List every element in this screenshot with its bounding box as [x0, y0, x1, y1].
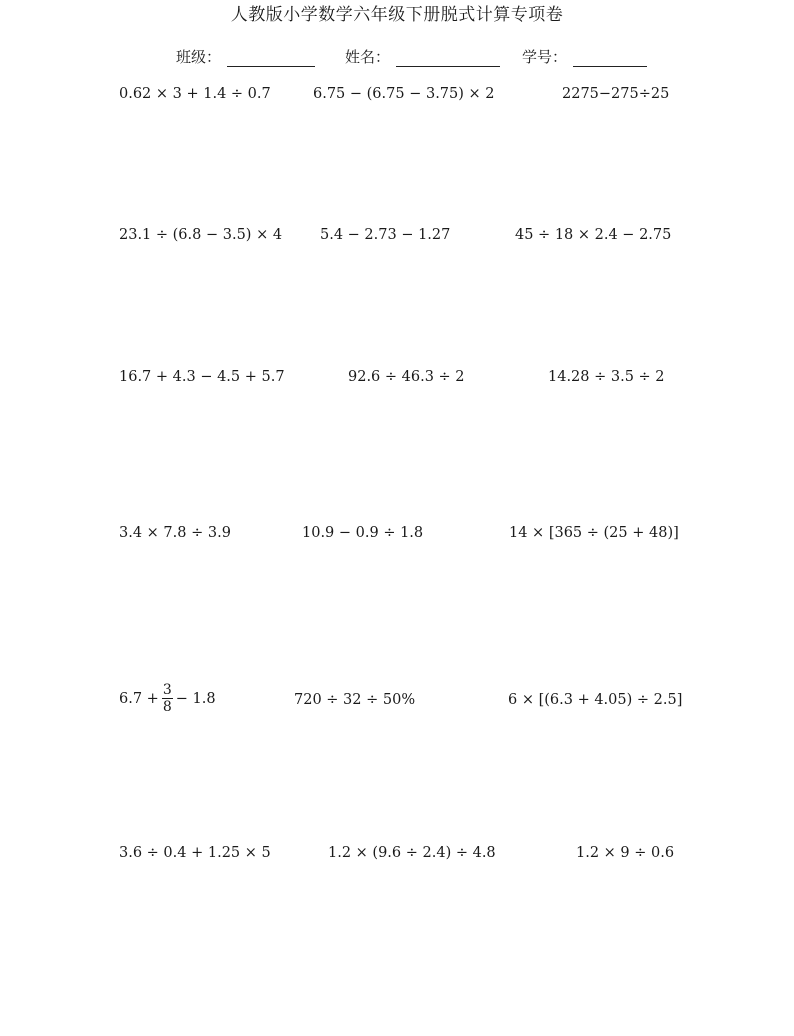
- problem-4: 23.1 ÷ (6.8 − 3.5) × 4: [119, 227, 283, 243]
- problem-13-tail: − 1.8: [175, 690, 216, 707]
- problem-8: 92.6 ÷ 46.3 ÷ 2: [348, 369, 465, 385]
- problem-14: 720 ÷ 32 ÷ 50%: [294, 692, 416, 708]
- problem-15: 6 × [(6.3 + 4.05) ÷ 2.5]: [508, 692, 683, 708]
- class-field: [176, 46, 315, 67]
- id-field: [522, 46, 647, 67]
- page-title: 人教版小学数学六年级下册脱式计算专项卷: [230, 5, 564, 25]
- fraction: [162, 682, 173, 715]
- problem-12: 14 × [365 ÷ (25 + 48)]: [509, 525, 679, 541]
- problem-7: 16.7 + 4.3 − 4.5 + 5.7: [119, 369, 285, 385]
- problem-13: [119, 682, 216, 715]
- class-blank[interactable]: [227, 48, 315, 67]
- class-label: 班级：: [176, 48, 222, 66]
- problem-11: 10.9 − 0.9 ÷ 1.8: [302, 525, 424, 541]
- problem-16: 3.6 ÷ 0.4 + 1.25 × 5: [119, 845, 271, 861]
- fraction-numerator: 3: [162, 682, 172, 698]
- problem-6: 45 ÷ 18 × 2.4 − 2.75: [515, 227, 672, 243]
- problem-17: 1.2 × (9.6 ÷ 2.4) ÷ 4.8: [328, 845, 496, 861]
- problem-18: 1.2 × 9 ÷ 0.6: [576, 845, 675, 861]
- fraction-denominator: 8: [162, 699, 172, 715]
- problem-1: 0.62 × 3 + 1.4 ÷ 0.7: [119, 86, 271, 102]
- problem-10: 3.4 × 7.8 ÷ 3.9: [119, 525, 231, 541]
- problem-2: 6.75 − (6.75 − 3.75) × 2: [313, 86, 495, 102]
- problem-3: 2275−275÷25: [562, 86, 670, 102]
- name-label: 姓名：: [345, 48, 391, 66]
- name-blank[interactable]: [396, 48, 500, 67]
- problem-9: 14.28 ÷ 3.5 ÷ 2: [548, 369, 665, 385]
- id-blank[interactable]: [573, 48, 647, 67]
- problem-5: 5.4 − 2.73 − 1.27: [320, 227, 451, 243]
- name-field: [345, 46, 500, 67]
- problem-13-lead: 6.7 +: [119, 690, 159, 707]
- id-label: 学号：: [522, 48, 568, 66]
